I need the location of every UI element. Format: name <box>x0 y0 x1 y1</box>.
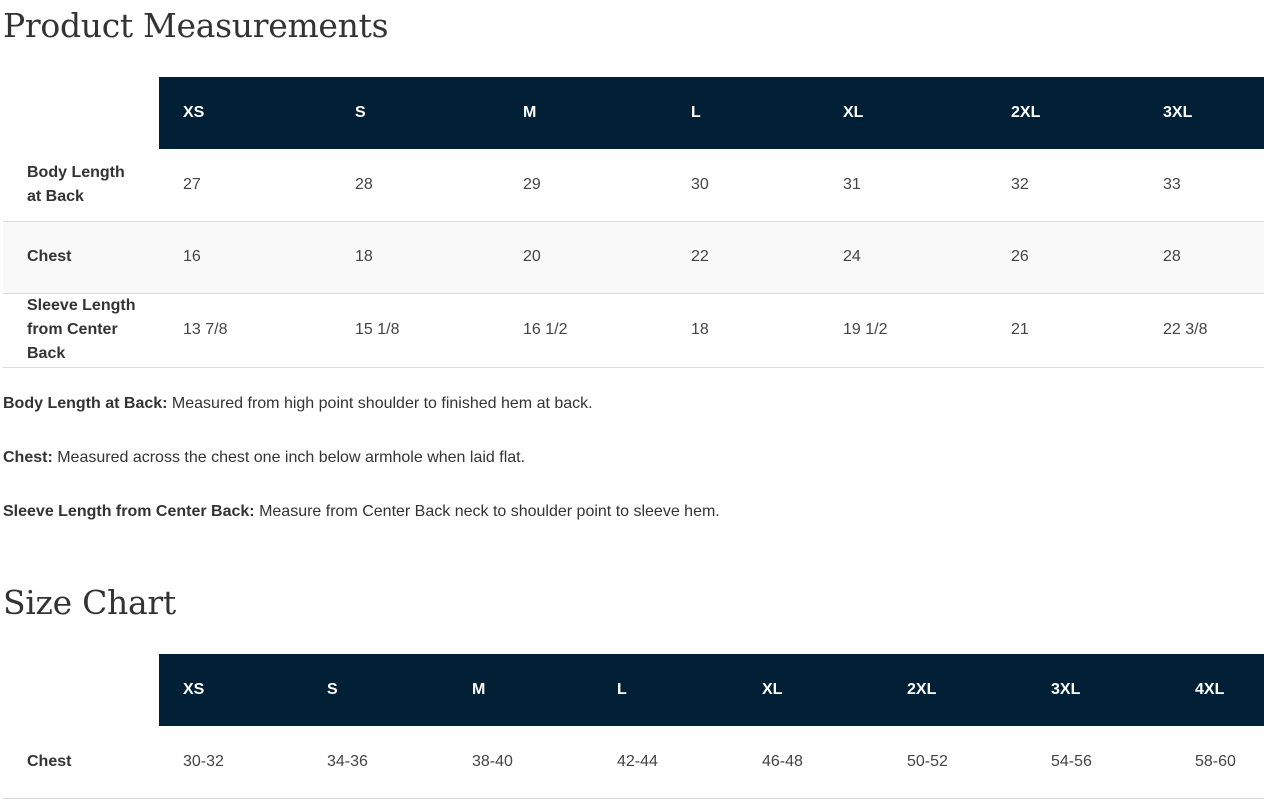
note-text: Measure from Center Back neck to shoulder point to sleeve hem. <box>254 503 720 520</box>
row-label-chest: Chest <box>27 752 72 770</box>
size-header-xl: XL <box>738 654 883 726</box>
size-chart-table <box>3 654 1264 799</box>
table-cell: 19 1/2 <box>843 321 888 338</box>
size-header-s: S <box>303 654 448 726</box>
product-measurements-title: Product Measurements <box>3 6 389 45</box>
table-cell: 29 <box>523 175 541 193</box>
table-cell: 28 <box>1163 248 1181 265</box>
note-text: Measured from high point shoulder to finished hem at back. <box>167 395 593 412</box>
table-cell: 13 7/8 <box>183 321 228 338</box>
table-row-body-length <box>3 149 1264 221</box>
note-body-length <box>3 393 593 415</box>
row-label-body-length: Body Length at Back <box>27 163 125 205</box>
table-cell: 54-56 <box>1051 752 1092 770</box>
size-header-xs: XS <box>159 77 331 149</box>
size-header-s: S <box>331 77 499 149</box>
table-cell: 27 <box>183 175 201 193</box>
table-cell: 15 1/8 <box>355 321 400 338</box>
table-cell: 38-40 <box>472 752 513 770</box>
note-term: Chest: <box>3 449 53 466</box>
table-cell: 32 <box>1011 175 1029 193</box>
table-cell: 30 <box>691 175 709 193</box>
table-row-sleeve-length <box>3 293 1264 367</box>
table-cell: 50-52 <box>907 752 948 770</box>
table-cell: 16 1/2 <box>523 321 568 338</box>
table-cell: 18 <box>691 321 709 338</box>
table-cell: 28 <box>355 175 373 193</box>
table-cell: 46-48 <box>762 752 803 770</box>
size-header-row <box>3 654 1264 726</box>
table-row-chest <box>3 221 1264 293</box>
table-cell: 18 <box>355 248 373 265</box>
table-cell: 21 <box>1011 321 1029 338</box>
size-header-xl: XL <box>819 77 987 149</box>
size-header-l: L <box>667 77 819 149</box>
size-header-3xl: 3XL <box>1139 77 1264 149</box>
table-cell: 22 <box>691 248 709 265</box>
table-cell: 58-60 <box>1195 752 1236 770</box>
table-cell: 20 <box>523 248 541 265</box>
table-cell: 31 <box>843 175 861 193</box>
size-header-l: L <box>593 654 738 726</box>
size-header-row <box>3 77 1264 149</box>
size-header-2xl: 2XL <box>987 77 1139 149</box>
size-header-4xl: 4XL <box>1171 654 1264 726</box>
row-label-sleeve-length: Sleeve Length from Center Back <box>27 297 136 362</box>
product-measurements-table <box>3 77 1264 368</box>
size-header-xs: XS <box>159 654 303 726</box>
header-corner-cell <box>3 654 159 726</box>
table-cell: 16 <box>183 248 201 265</box>
size-header-m: M <box>499 77 667 149</box>
table-cell: 33 <box>1163 175 1181 193</box>
table-cell: 22 3/8 <box>1163 321 1208 338</box>
size-header-2xl: 2XL <box>883 654 1027 726</box>
note-term: Body Length at Back: <box>3 395 168 412</box>
note-chest <box>3 447 525 469</box>
header-corner-cell <box>3 77 159 149</box>
note-sleeve-length <box>3 501 720 523</box>
table-cell: 42-44 <box>617 752 658 770</box>
size-header-m: M <box>448 654 593 726</box>
size-header-3xl: 3XL <box>1027 654 1171 726</box>
table-cell: 26 <box>1011 248 1029 265</box>
table-cell: 24 <box>843 248 861 265</box>
table-cell: 30-32 <box>183 752 224 770</box>
table-row-chest <box>3 726 1264 798</box>
size-chart-title: Size Chart <box>3 583 176 622</box>
table-cell: 34-36 <box>327 752 368 770</box>
row-label-chest: Chest <box>27 248 72 265</box>
note-term: Sleeve Length from Center Back: <box>3 503 255 520</box>
note-text: Measured across the chest one inch below armhole when laid flat. <box>52 449 526 466</box>
